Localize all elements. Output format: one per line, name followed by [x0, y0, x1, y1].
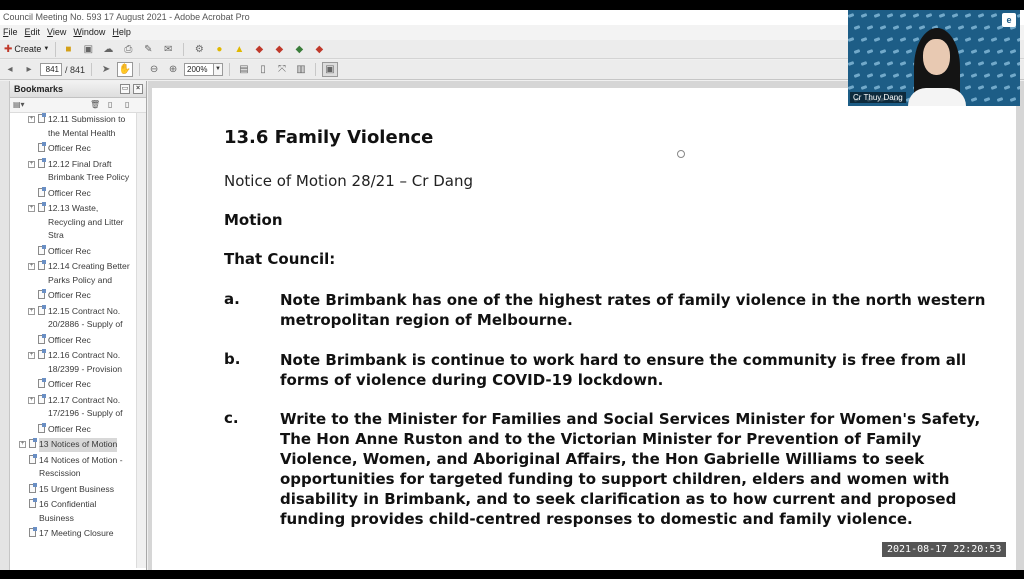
bookmark-item[interactable] [10, 158, 134, 187]
bookmarks-list [10, 113, 146, 568]
motion-heading: Motion [224, 211, 283, 229]
menu-window[interactable]: Window [73, 27, 106, 37]
motion-item-letter: c. [224, 409, 239, 427]
bookmark-item[interactable] [10, 378, 134, 394]
bookmark-item[interactable] [10, 245, 134, 261]
bookmark-page-icon [38, 261, 45, 270]
bookmark-item[interactable] [10, 483, 134, 499]
bookmark-tag-icon[interactable]: ▯ [125, 100, 130, 109]
page-number-input[interactable]: 841 [40, 63, 62, 76]
expand-toggle-icon[interactable]: + [29, 116, 34, 122]
toolbar-divider [229, 63, 230, 76]
section-title: 13.6 Family Violence [224, 127, 434, 148]
create-label: Create [14, 44, 42, 54]
hand-tool-icon[interactable]: ✋ [118, 64, 132, 75]
bookmark-label: Officer Rec [48, 187, 91, 198]
bookmark-page-icon [29, 439, 36, 448]
comment-icon[interactable]: ● [216, 43, 223, 55]
new-bookmark-icon[interactable]: ▯ [108, 100, 113, 109]
bookmark-page-icon [38, 350, 45, 359]
bookmark-label: 14 Notices of Motion - Rescission [39, 454, 123, 478]
bookmark-page-icon [38, 114, 45, 123]
expand-toggle-icon[interactable]: + [29, 352, 34, 358]
full-screen-icon[interactable]: ⤧ [278, 64, 287, 75]
motion-item-text: Note Brimbank has one of the highest rates of family violence in the north western metropolitan region of Melbourne. [280, 291, 986, 329]
delete-bookmark-icon[interactable]: 🗑 [90, 100, 101, 109]
bookmark-label: 13 Notices of Motion [39, 438, 117, 452]
bookmark-page-icon [38, 203, 45, 212]
bookmark-label: Officer Rec [48, 143, 91, 153]
stamp-icon[interactable]: ▲ [234, 43, 245, 55]
bookmarks-scrollbar[interactable] [136, 113, 146, 568]
menu-edit[interactable]: Edit [24, 27, 41, 37]
print-icon[interactable]: ⎙ [124, 43, 133, 55]
upload-cloud-icon[interactable]: ☁ [103, 43, 114, 55]
bookmark-item[interactable] [10, 305, 134, 334]
bookmark-item[interactable] [10, 334, 134, 350]
create-icon: ✚ [4, 43, 13, 55]
menu-file[interactable]: File [3, 27, 18, 37]
zoom-out-icon[interactable]: ⊖ [149, 64, 159, 75]
zoom-level-input[interactable]: 200% [184, 63, 214, 76]
zoom-in-icon[interactable]: ⊕ [168, 64, 178, 75]
bookmarks-title: Bookmarks [14, 84, 64, 94]
toolbar-divider [91, 63, 92, 76]
toolbar-divider [139, 63, 140, 76]
toolbar-divider [183, 43, 184, 56]
notice-of-motion: Notice of Motion 28/21 – Cr Dang [224, 172, 473, 190]
secure-icon[interactable]: ◆ [315, 43, 324, 55]
email-icon[interactable]: ✉ [164, 43, 173, 55]
bookmark-page-icon [38, 143, 45, 152]
panel-options-icon[interactable]: ▭ [121, 85, 129, 92]
settings-icon[interactable]: ⚙ [194, 43, 204, 55]
bookmark-item[interactable] [10, 498, 134, 527]
motion-item-letter: b. [224, 350, 241, 368]
expand-toggle-icon[interactable]: + [29, 396, 34, 403]
motion-item-text: Note Brimbank is continue to work hard to ensure the community is free from all forms of violence during COVID-19 lockdown. [280, 351, 967, 389]
bookmark-page-icon [29, 528, 36, 537]
expand-toggle-icon[interactable]: + [20, 441, 25, 447]
bookmark-page-icon [38, 424, 45, 433]
bookmark-label: Officer Rec [48, 334, 91, 345]
participant-video [906, 26, 966, 106]
bookmark-label: 12.16 Contract No. 18/2399 - Provision [48, 350, 123, 374]
bookmark-item[interactable] [10, 438, 134, 454]
menu-view[interactable]: View [47, 27, 67, 37]
bookmark-label: 16 Confidential Business [39, 499, 97, 523]
bookmark-page-icon [38, 290, 45, 299]
bookmark-page-icon [29, 484, 36, 493]
zoom-dropdown-icon[interactable]: ▼ [213, 63, 223, 76]
bookmark-page-icon [38, 246, 45, 255]
bookmarks-panel [10, 81, 147, 570]
bookmark-item[interactable] [10, 113, 134, 142]
bookmark-page-icon [29, 455, 36, 464]
bookmark-label: Officer Rec [48, 379, 91, 389]
bookmark-label: 12.12 Final Draft Brimbank Tree Policy [48, 158, 130, 182]
bookmark-item[interactable] [10, 202, 134, 245]
form-icon[interactable]: ◆ [275, 43, 284, 55]
bookmark-item[interactable] [10, 454, 134, 483]
council-heading: That Council: [224, 250, 336, 268]
bookmark-item[interactable] [10, 394, 134, 423]
bookmark-item[interactable] [10, 423, 134, 439]
toolbar-divider [315, 63, 316, 76]
chevron-down-icon: ▼ [43, 46, 50, 52]
expand-toggle-icon[interactable]: + [29, 307, 34, 314]
recording-timestamp: 2021-08-17 22:20:53 [882, 542, 1006, 557]
bookmark-page-icon [38, 306, 45, 315]
navigation-pane-strip [0, 81, 10, 570]
expand-toggle-icon[interactable]: + [29, 160, 34, 167]
bookmark-label: Officer Rec [48, 423, 91, 434]
bookmark-item[interactable] [10, 260, 134, 289]
bookmark-page-icon [38, 159, 45, 168]
bookmark-label: 15 Urgent Business [39, 483, 114, 494]
two-page-icon[interactable]: ▥ [296, 64, 306, 75]
bookmark-label: 12.11 Submission to the Mental Health [48, 114, 126, 138]
total-pages: / 841 [65, 64, 86, 75]
expand-toggle-icon[interactable]: + [29, 205, 34, 211]
bookmark-label: 12.17 Contract No. 17/2196 - Supply of [48, 394, 123, 418]
window-title: Council Meeting No. 593 17 August 2021 - Adobe Acrobat Pro [0, 10, 1024, 25]
bookmark-options-icon[interactable]: ▤▾ [13, 100, 25, 109]
bookmark-label: 12.14 Creating Better Parks Policy and [48, 261, 130, 285]
bookmark-page-icon [38, 188, 45, 197]
read-mode-icon[interactable]: ▣ [322, 62, 338, 77]
next-page-icon[interactable]: ▸ [26, 64, 32, 75]
participant-name: Cr Thuy Dang [850, 92, 906, 103]
bookmarks-header [10, 81, 146, 98]
bookmark-label: Officer Rec [48, 245, 91, 256]
bookmarks-toolbar [10, 98, 146, 113]
motion-item-letter: a. [224, 290, 240, 308]
bookmark-label: 12.15 Contract No. 20/2886 - Supply of [48, 305, 123, 329]
expand-toggle-icon[interactable]: + [29, 263, 34, 269]
bookmark-item[interactable] [10, 187, 134, 203]
bookmark-item[interactable] [10, 289, 134, 305]
bookmark-label: 12.13 Waste, Recycling and Litter Stra [48, 203, 124, 240]
previous-page-icon[interactable]: ◂ [7, 64, 13, 75]
busy-cursor-icon [677, 150, 685, 158]
bookmark-label: 17 Meeting Closure [39, 528, 114, 538]
edit-icon[interactable]: ✎ [144, 43, 153, 55]
select-tool-icon[interactable]: ➤ [101, 64, 111, 75]
bookmark-page-icon [38, 395, 45, 404]
bookmark-item[interactable] [10, 527, 134, 543]
menu-help[interactable]: Help [112, 27, 131, 37]
combine-icon[interactable]: ◆ [295, 43, 304, 55]
bookmark-page-icon [38, 335, 45, 344]
bookmark-page-icon [38, 379, 45, 388]
open-folder-icon[interactable]: ■ [65, 43, 72, 55]
bookmark-item[interactable] [10, 142, 134, 158]
document-page [152, 88, 1016, 570]
fit-width-icon[interactable]: ▯ [260, 64, 266, 75]
bookmark-page-icon [29, 499, 36, 508]
save-icon[interactable]: ▣ [83, 43, 94, 55]
bookmark-label: Officer Rec [48, 290, 91, 300]
fit-page-icon[interactable]: ▤ [239, 64, 249, 75]
close-panel-icon[interactable]: × [133, 84, 143, 94]
motion-item-text: Write to the Minister for Families and Social Services Minister for Women's Safety, The Hon Anne Ruston and to the Victorian Minister for Prevention of Family Violence, Women, and Aboriginal Affairs, the Hon Gabrielle Williams to seek opportunities for targeted funding to support children, elders and women with disability in Brimbank, and to seek clarification as to how current and proposed funding provides child-centred responses to domestic and family violence. [280, 410, 981, 528]
webcam-video [848, 10, 1020, 106]
video-app-icon: e [1002, 13, 1016, 27]
document-area [148, 81, 1024, 570]
create-button[interactable] [2, 42, 56, 57]
bookmark-item[interactable] [10, 349, 134, 378]
sign-icon[interactable]: ◆ [255, 43, 264, 55]
